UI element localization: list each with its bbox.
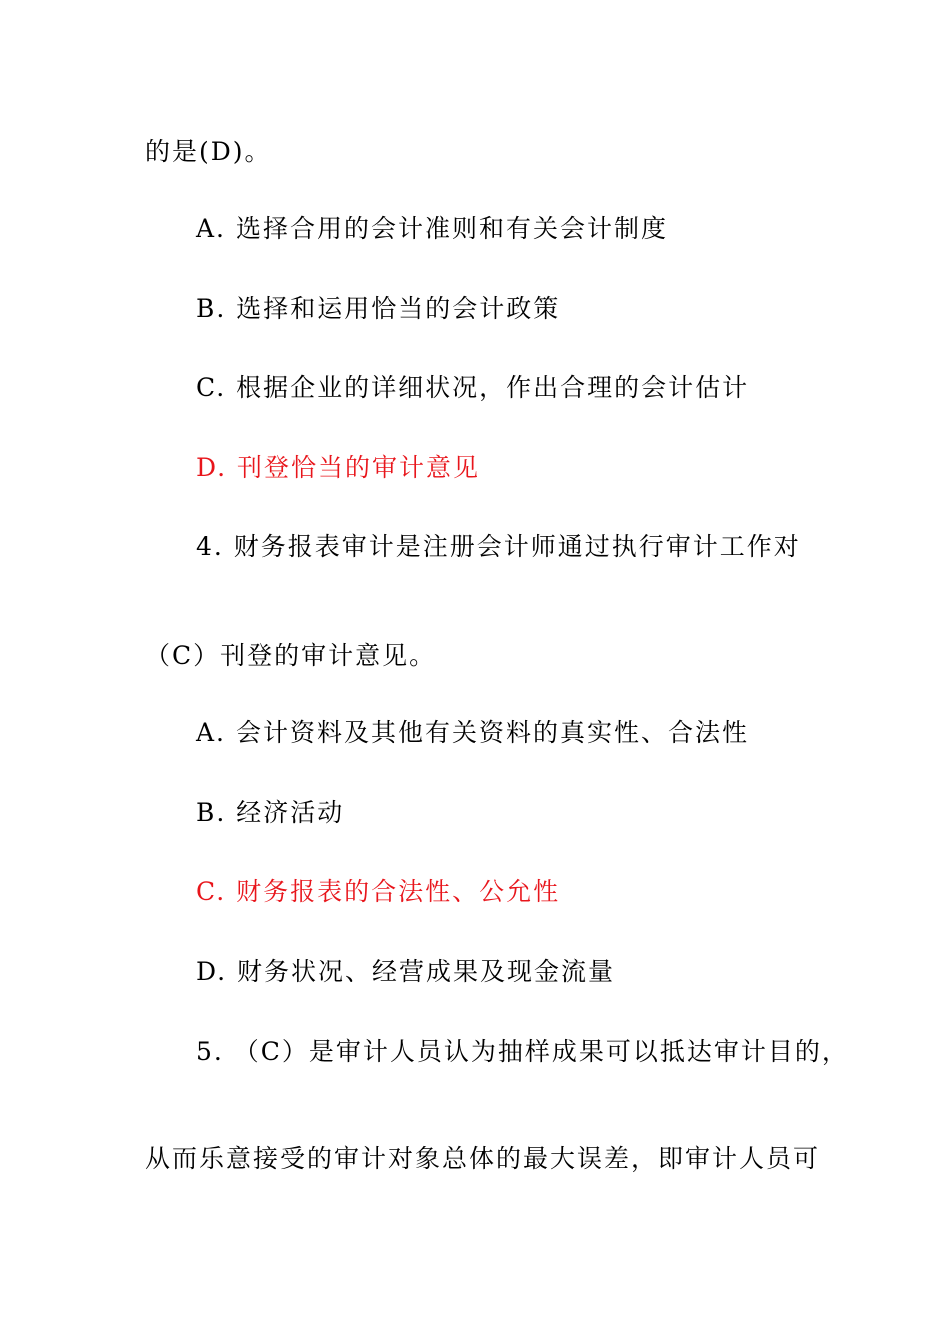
option-b-q3: B. 选择和运用恰当的会计政策 xyxy=(196,294,561,323)
option-a-q3: A. 选择合用的会计准则和有关会计制度 xyxy=(196,214,668,243)
option-b-q4: B. 经济活动 xyxy=(196,798,345,827)
question-4-continuation: （C）刊登的审计意见。 xyxy=(145,641,437,670)
option-a-q4: A. 会计资料及其他有关资料的真实性、合法性 xyxy=(196,718,749,747)
option-c-q3: C. 根据企业的详细状况，作出合理的会计估计 xyxy=(196,373,750,402)
option-c-q4-answer: C. 财务报表的合法性、公允性 xyxy=(196,877,561,906)
option-d-q4: D. 财务状况、经营成果及现金流量 xyxy=(196,957,616,986)
question-5-continuation: 从而乐意接受的审计对象总体的最大误差，即审计人员可 xyxy=(145,1144,821,1173)
text-line-continuation: 的是(D)。 xyxy=(145,137,272,166)
question-4: 4. 财务报表审计是注册会计师通过执行审计工作对 xyxy=(196,532,801,561)
option-d-q3-answer: D. 刊登恰当的审计意见 xyxy=(196,453,481,482)
question-5: 5. （C）是审计人员认为抽样成果可以抵达审计目的， xyxy=(196,1037,849,1066)
